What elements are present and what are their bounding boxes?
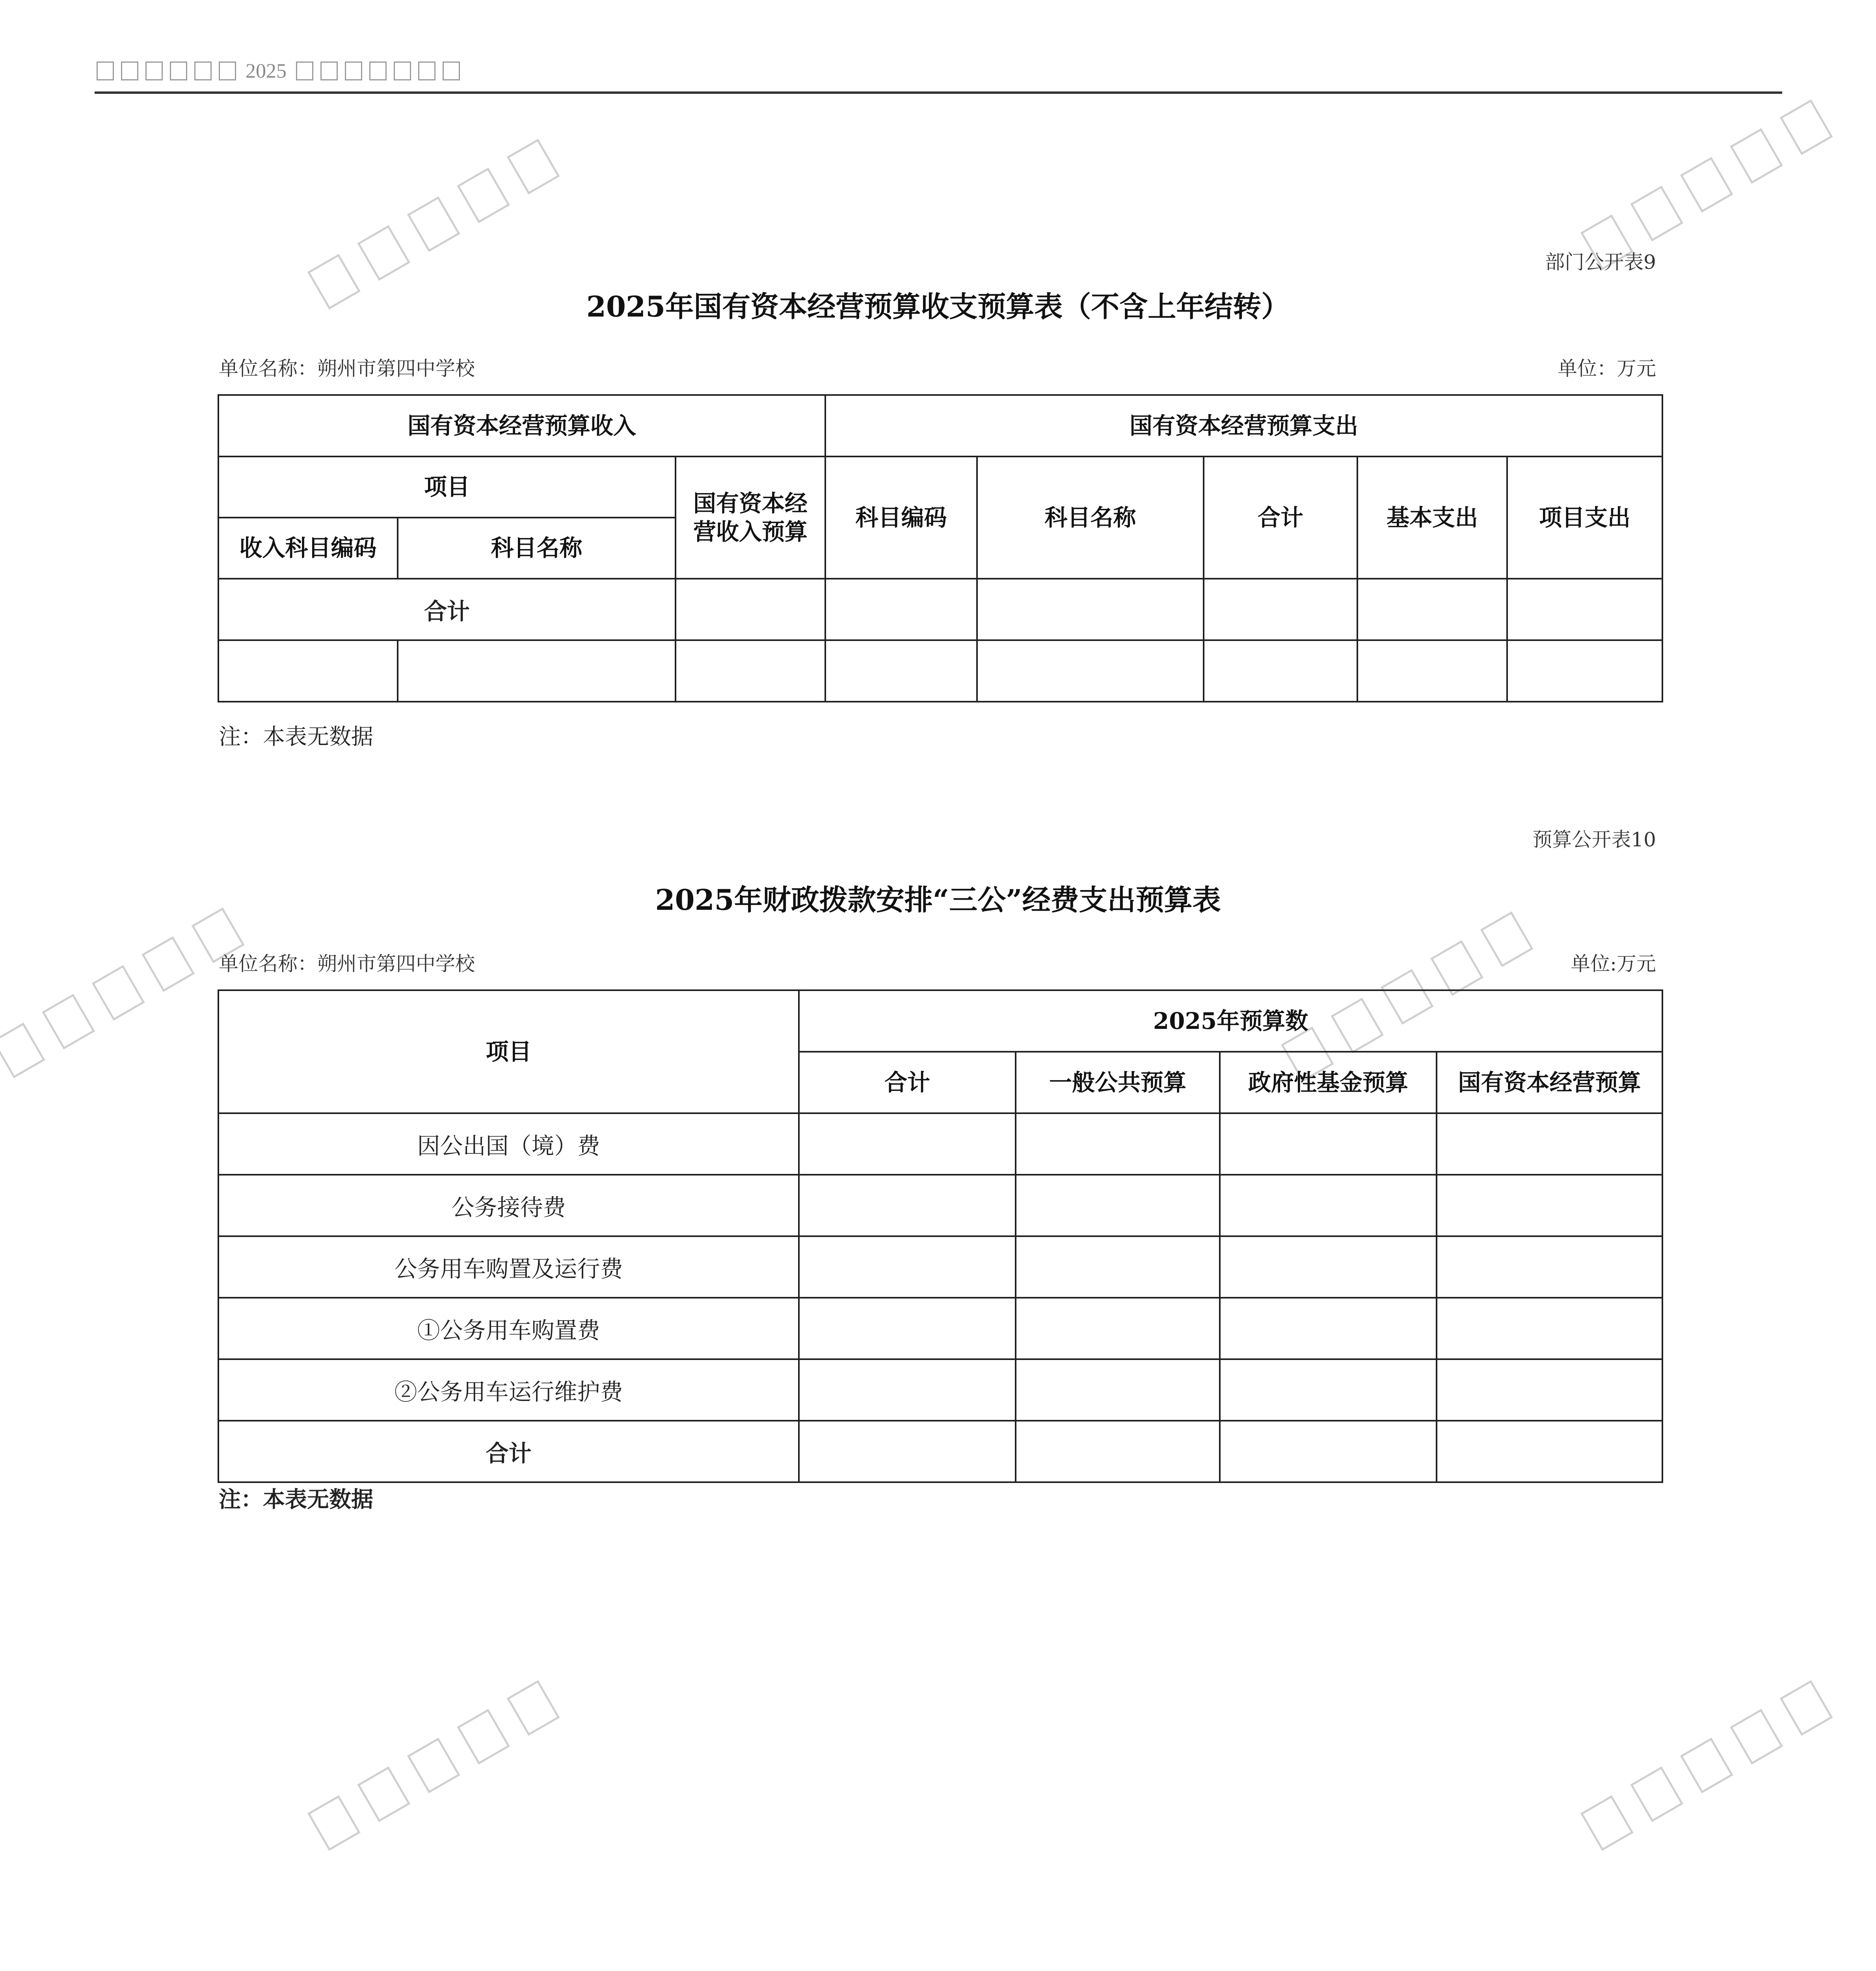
header-glyph-box — [194, 61, 212, 80]
table10-total-row — [218, 1421, 1662, 1482]
table9-total-label: 合计 — [218, 579, 676, 640]
table10-budget-group-header: 2025年预算数 — [799, 990, 1662, 1052]
table-cell — [1437, 1298, 1662, 1359]
table-cell — [1016, 1236, 1220, 1298]
table-cell — [1437, 1421, 1662, 1482]
table-cell — [1437, 1175, 1662, 1236]
header-glyph-box — [345, 61, 362, 80]
table-row — [218, 1298, 1662, 1359]
table10-total-label: 合计 — [218, 1421, 799, 1482]
table9-income-group-header: 国有资本经营预算收入 — [218, 395, 825, 456]
table-cell — [977, 579, 1204, 640]
table9-title: 2025年国有资本经营预算收支预算表（不含上年结转） — [586, 290, 1290, 323]
table9-project-exp-header: 项目支出 — [1507, 456, 1662, 579]
header-glyph-box — [170, 61, 187, 80]
table-cell — [676, 640, 825, 702]
table9-income-budget-header: 国有资本经营收入预算 — [676, 456, 825, 579]
table10-state-capital-header: 国有资本经营预算 — [1437, 1052, 1662, 1113]
table-cell — [1220, 1175, 1437, 1236]
table-cell — [1220, 1236, 1437, 1298]
table-cell — [1220, 1113, 1437, 1175]
table-cell — [1016, 1113, 1220, 1175]
table-cell — [1204, 640, 1357, 702]
row-label: ②公务用车运行维护费 — [218, 1359, 799, 1421]
row-label: 公务接待费 — [218, 1175, 799, 1236]
table9-income-code-header: 收入科目编码 — [218, 518, 398, 579]
table10-unit: 单位:万元 — [1571, 952, 1656, 975]
table9-subject-code-header: 科目编码 — [825, 456, 977, 579]
header-glyph-box — [443, 61, 460, 80]
table9-total-row — [218, 579, 1662, 640]
watermark — [0, 907, 244, 1078]
table-cell — [1437, 1359, 1662, 1421]
table10-note: 注：本表无数据 — [219, 1487, 373, 1513]
table-cell — [218, 640, 398, 702]
table-cell — [799, 1359, 1016, 1421]
table-cell — [1437, 1113, 1662, 1175]
table-row — [218, 1175, 1662, 1236]
header-glyph-box — [296, 61, 313, 80]
table9-note: 注：本表无数据 — [219, 724, 373, 750]
watermark — [1580, 99, 1833, 270]
table9-expense-group-header: 国有资本经营预算支出 — [825, 395, 1662, 456]
header-glyph-box — [418, 61, 436, 80]
table9 — [218, 394, 1663, 702]
table-cell — [1016, 1175, 1220, 1236]
row-label: 因公出国（境）费 — [218, 1113, 799, 1175]
header-glyph-box — [394, 61, 411, 80]
row-label: ①公务用车购置费 — [218, 1298, 799, 1359]
table-cell — [1437, 1236, 1662, 1298]
header-glyph-box — [97, 61, 114, 80]
table-row — [218, 1236, 1662, 1298]
table-cell — [1016, 1359, 1220, 1421]
table9-item-header: 项目 — [218, 456, 676, 518]
table-cell — [825, 579, 977, 640]
header-year: 2025 — [246, 60, 287, 82]
header-glyph-box — [121, 61, 138, 80]
table-cell — [676, 579, 825, 640]
table10-tag: 预算公开表10 — [1532, 828, 1656, 851]
table-cell — [799, 1113, 1016, 1175]
table-cell — [977, 640, 1204, 702]
table-cell — [1016, 1298, 1220, 1359]
table10-title: 2025年财政拨款安排“三公”经费支出预算表 — [655, 883, 1221, 917]
table-cell — [799, 1175, 1016, 1236]
table10-gov-fund-header: 政府性基金预算 — [1220, 1052, 1437, 1113]
running-header — [97, 55, 460, 87]
header-rule — [95, 91, 1782, 94]
table9-subject-name-header: 科目名称 — [977, 456, 1204, 579]
table-cell — [825, 640, 977, 702]
table-cell — [398, 640, 676, 702]
header-glyph-box — [369, 61, 387, 80]
row-label: 公务用车购置及运行费 — [218, 1236, 799, 1298]
table9-subject-name-header: 科目名称 — [398, 518, 676, 579]
table9-tag: 部门公开表9 — [1545, 251, 1656, 274]
table-cell — [799, 1298, 1016, 1359]
table10-general-header: 一般公共预算 — [1016, 1052, 1220, 1113]
table-cell — [1220, 1359, 1437, 1421]
table9-unit-name: 单位名称：朔州市第四中学校 — [219, 357, 475, 380]
table10-item-header: 项目 — [218, 990, 799, 1113]
table10-unit-name: 单位名称：朔州市第四中学校 — [219, 952, 475, 975]
table-cell — [1357, 579, 1507, 640]
table-cell — [1507, 640, 1662, 702]
table9-total-header: 合计 — [1204, 456, 1357, 579]
table9-empty-row — [218, 640, 1662, 702]
table-cell — [1507, 579, 1662, 640]
watermark — [1580, 1680, 1833, 1851]
table9-basic-exp-header: 基本支出 — [1357, 456, 1507, 579]
table-cell — [1204, 579, 1357, 640]
table-row — [218, 1359, 1662, 1421]
table9-unit: 单位：万元 — [1558, 357, 1656, 380]
watermark — [307, 1680, 560, 1851]
table-cell — [1220, 1421, 1437, 1482]
table10-total-header: 合计 — [799, 1052, 1016, 1113]
table-cell — [799, 1236, 1016, 1298]
table-cell — [1357, 640, 1507, 702]
table-cell — [799, 1421, 1016, 1482]
table-cell — [1220, 1298, 1437, 1359]
table-row — [218, 1113, 1662, 1175]
table-cell — [1016, 1421, 1220, 1482]
header-glyph-box — [219, 61, 236, 80]
table10 — [218, 989, 1663, 1483]
header-glyph-box — [320, 61, 338, 80]
header-glyph-box — [145, 61, 163, 80]
